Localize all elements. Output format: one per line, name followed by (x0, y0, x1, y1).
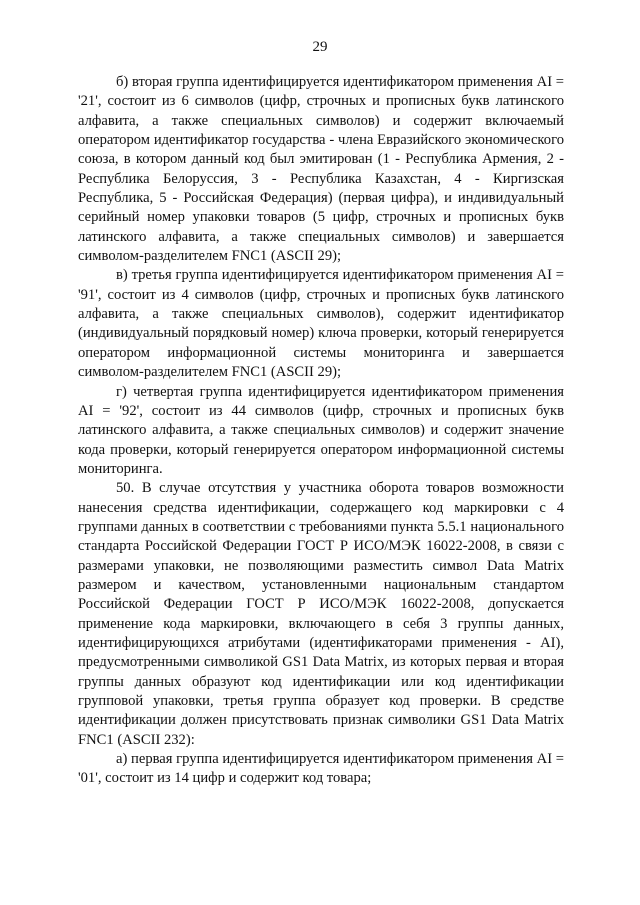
paragraph-g-fourth-group: г) четвертая группа идентифицируется идентификатором применения AI = '92', состоит из 44 символов (цифр, строчных и прописных букв латинского алфавита, а также специальных символов) и содержит значение кода проверки, который генерируется оператором информационной системы мониторинга. (78, 383, 564, 477)
paragraph-a-first-group: а) первая группа идентифицируется идентификатором применения AI = '01', состоит из 14 цифр и содержит код товара; (78, 751, 564, 787)
page-number: 29 (312, 39, 328, 55)
paragraph-b-second-group: б) вторая группа идентифицируется идентификатором применения AI = '21', состоит из 6 символов (цифр, строчных и прописных букв латинского алфавита, а также специальных символов) и содержит включаемый оператором идентификатор государства - члена Евразийского экономического союза, в котором данный код был эмитирован (1 - Республика Армения, 2 - Республика Белоруссия, 3 - Республика Казахстан, 4 - Киргизская Республика, 5 - Российская Федерация) (первая цифра), и индивидуальный серийный номер упаковки товаров (5 цифр, строчных и прописных букв латинского алфавита, а также специальных символов) и завершается символом-разделителем FNC1 (ASCII 29); (78, 74, 564, 265)
document-body (78, 73, 564, 789)
paragraph-v-third-group: в) третья группа идентифицируется идентификатором применения AI = '91', состоит из 4 символов (цифр, строчных и прописных букв латинского алфавита, а также специальных символов), содержит идентификатор (индивидуальный порядковый номер) ключа проверки, который генерируется оператором информационной системы мониторинга и завершается символом-разделителем FNC1 (ASCII 29); (78, 267, 564, 381)
paragraph-item-50: 50. В случае отсутствия у участника оборота товаров возможности нанесения средства идентификации, содержащего код маркировки с 4 группами данных в соответствии с требованиями пункта 5.5.1 национального стандарта Российской Федерации ГОСТ Р ИСО/МЭК 16022-2008, в связи с размерами упаковки, не позволяющими разместить символ Data Matrix размером и качеством, установленными национальным стандартом Российской Федерации ГОСТ Р ИСО/МЭК 16022-2008, допускается применение кода маркировки, включающего в себя 3 группы данных, идентифицирующихся атрибутами (идентификаторами применения - AI), предусмотренными символикой GS1 Data Matrix, из которых первая и вторая группы данных образуют код идентификации или код идентификации групповой упаковки, третья группа образует код проверки. В средстве идентификации должен присутствовать признак символики GS1 Data Matrix FNC1 (ASCII 232): (78, 480, 564, 748)
